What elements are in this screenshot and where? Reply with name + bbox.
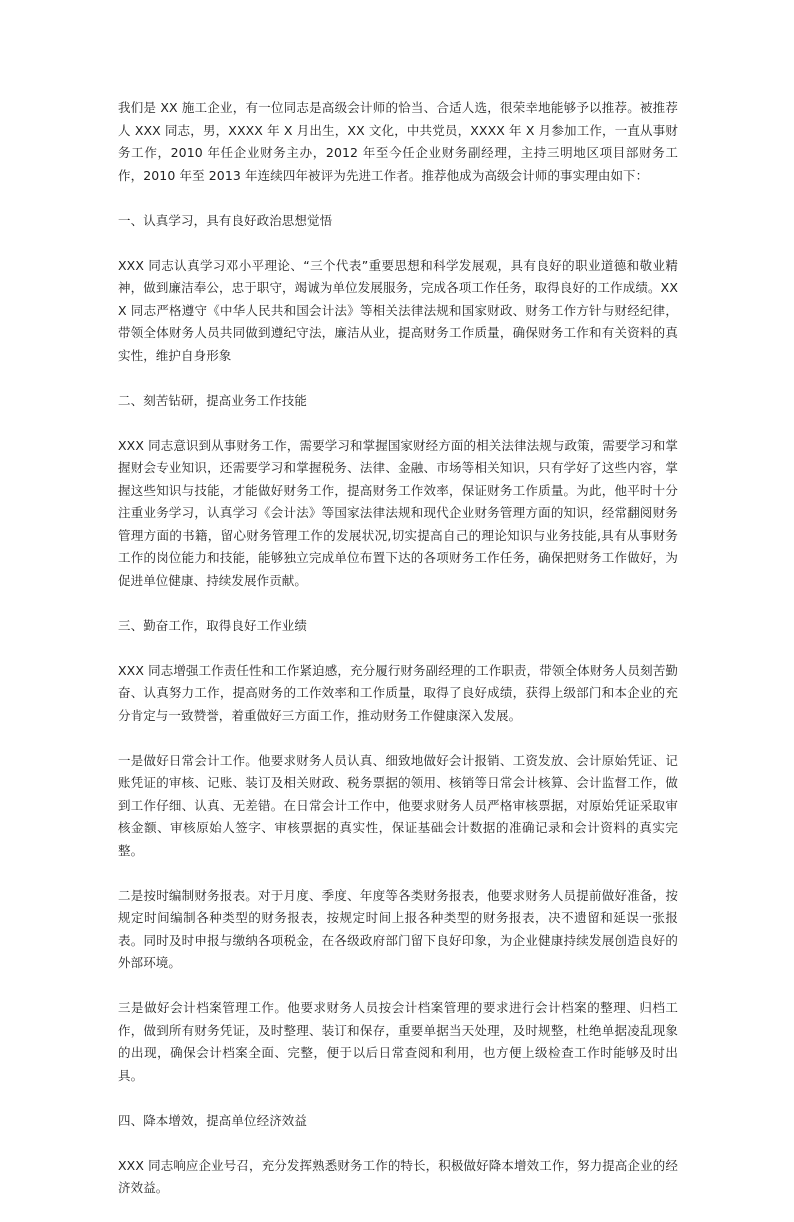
- section-1-paragraph: XXX 同志认真学习邓小平理论、“三个代表”重要思想和科学发展观，具有良好的职业道德和敬业精神，做到廉洁奉公，忠于职守，竭诚为单位发展服务，完成各项工作任务，取得良好的工作成绩。XXX 同志严格遵守《中华人民共和国会计法》等相关法律法规和国家财政、财务工作方针与财经纪律，带领全体财务人员共同做到遵纪守法，廉洁从业，提高财务工作质量，确保财务工作和有关资料的真实性，维护自身形象: [118, 257, 678, 363]
- section-heading-1: 一、认真学习，具有良好政治思想觉悟: [118, 212, 333, 228]
- intro-paragraph: 我们是 XX 施工企业，有一位同志是高级会计师的恰当、合适人选，很荣幸地能够予以推荐。被推荐人 XXX 同志，男，XXXX 年 X 月出生，XX 文化，中共党员，XXXX 年 X 月参加工作，一直从事财务工作，2010 年任企业财务主办，2012 年至今任企业财务副经理，主持三明地区项目部财务工作，2010 年至 2013 年连续四年被评为先进工作者。推荐他成为高级会计师的事实理由如下：: [118, 100, 678, 183]
- section-4-paragraph: XXX 同志响应企业号召，充分发挥熟悉财务工作的特长，积极做好降本增效工作，努力提高企业的经济效益。: [118, 1157, 678, 1195]
- document-body: [118, 97, 678, 1222]
- section-heading-3: 三、勤奋工作，取得良好工作业绩: [118, 617, 308, 633]
- section-3-item-3: 三是做好会计档案管理工作。他要求财务人员按会计档案管理的要求进行会计档案的整理、归档工作，做到所有财务凭证，及时整理、装订和保存，重要单据当天处理，及时规整，杜绝单据凌乱现象的出现，确保会计档案全面、完整，便于以后日常查阅和利用，也方便上级检查工作时能够及时出具。: [118, 1000, 678, 1083]
- section-heading-2: 二、刻苦钻研，提高业务工作技能: [118, 392, 308, 408]
- section-2-paragraph: XXX 同志意识到从事财务工作，需要学习和掌握国家财经方面的相关法律法规与政策，需要学习和掌握财会专业知识，还需要学习和掌握税务、法律、金融、市场等相关知识，只有学好了这些内容，掌握这些知识与技能，才能做好财务工作，提高财务工作效率，保证财务工作质量。为此，他平时十分注重业务学习，认真学习《会计法》等国家法律法规和现代企业财务管理方面的知识，经常翻阅财务管理方面的书籍，留心财务管理工作的发展状况,切实提高自己的理论知识与业务技能,具有从事财务工作的岗位能力和技能，能够独立完成单位布置下达的各项财务工作任务，确保把财务工作做好，为促进单位健康、持续发展作贡献。: [118, 437, 678, 588]
- section-3-item-1: 一是做好日常会计工作。他要求财务人员认真、细致地做好会计报销、工资发放、会计原始凭证、记账凭证的审核、记账、装订及相关财政、税务票据的领用、核销等日常会计核算、会计监督工作，做到工作仔细、认真、无差错。在日常会计工作中，他要求财务人员严格审核票据，对原始凭证采取审核金额、审核原始人签字、审核票据的真实性，保证基础会计数据的准确记录和会计资料的真实完整。: [118, 752, 678, 858]
- section-3-paragraph: XXX 同志增强工作责任性和工作紧迫感，充分履行财务副经理的工作职责，带领全体财务人员刻苦勤奋、认真努力工作，提高财务的工作效率和工作质量，取得了良好成绩，获得上级部门和本企业的充分肯定与一致赞誉，着重做好三方面工作，推动财务工作健康深入发展。: [118, 662, 678, 723]
- section-3-item-2: 二是按时编制财务报表。对于月度、季度、年度等各类财务报表，他要求财务人员提前做好准备，按规定时间编制各种类型的财务报表，按规定时间上报各种类型的财务报表，决不遗留和延误一张报表。同时及时申报与缴纳各项税金，在各级政府部门留下良好印象，为企业健康持续发展创造良好的外部环境。: [118, 887, 678, 970]
- section-heading-4: 四、降本增效，提高单位经济效益: [118, 1112, 308, 1128]
